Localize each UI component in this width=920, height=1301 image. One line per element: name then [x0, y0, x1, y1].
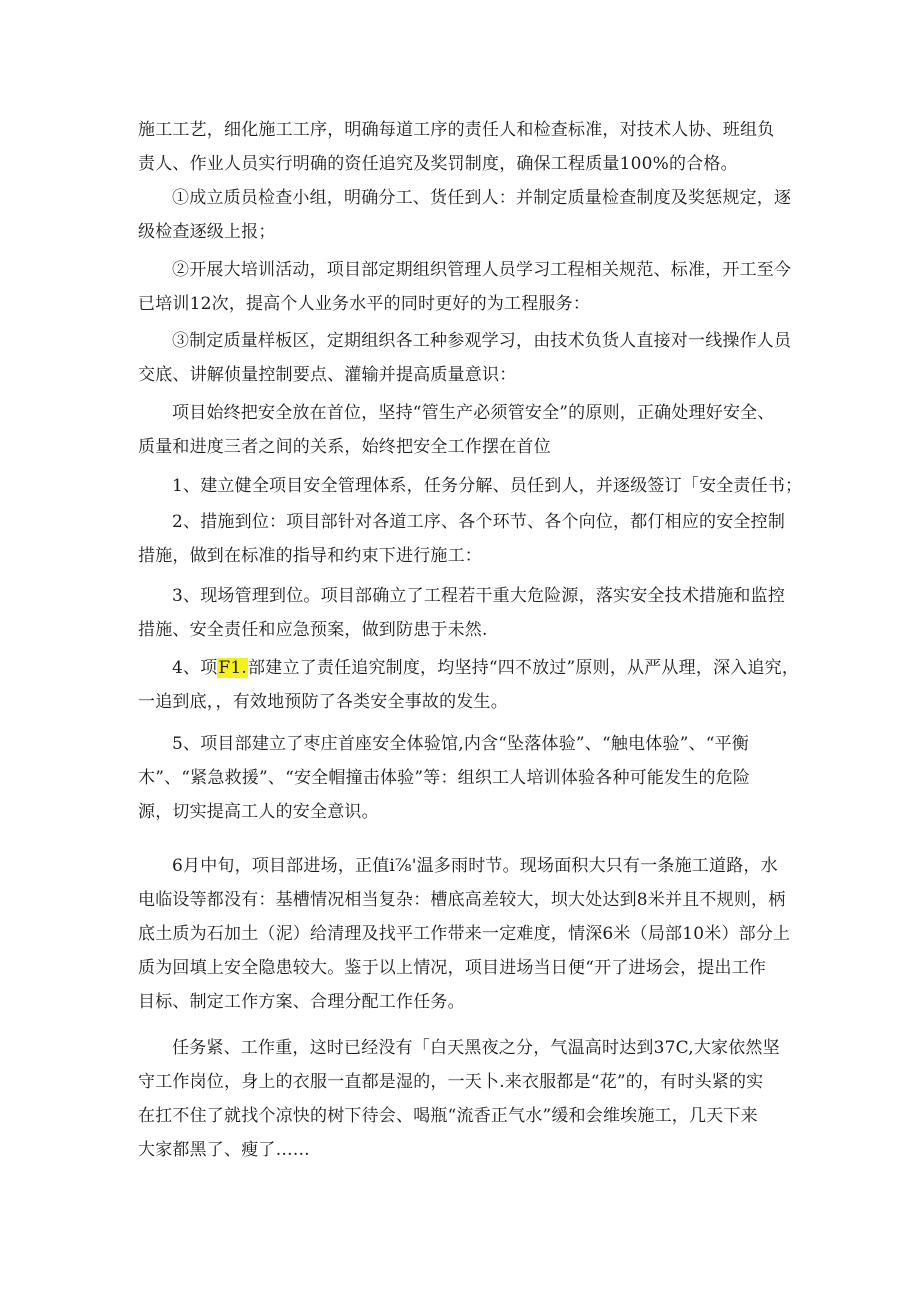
highlighted-text: F1. [218, 658, 248, 678]
paragraph-item-3-sample-area [138, 324, 798, 392]
text-line: 已培训12次，提高个人业务水平的同时更好的为工程服务： [138, 294, 591, 314]
text-line: 源，切实提高工人的安全意识。 [138, 802, 379, 822]
text-line: 守工作岗位，身上的衣服一直都是湿的，一天卜.来衣服都是“花”的，有时头紧的实 [138, 1072, 764, 1092]
text-line: 木”、“紧急救援”、“安全帽撞击体验”等：组织工人培训体验各种可能发生的危险 [138, 768, 751, 788]
paragraph-item-2-training [138, 253, 798, 321]
text-line: 级检查逐级上报； [138, 222, 276, 242]
text-line: ③制定质量样板区，定期组织各工种参观学习，由技术负货人直接对一线操作人员 [172, 331, 792, 351]
text-fragment: 部建立了责任追究制度，均坚持“四不放过”原则，从严从理，深入追究， [248, 658, 800, 678]
text-line: 项目始终把安全放在首位，坚持“管生产必须管安全”的原则，正确处理好安全、 [172, 403, 775, 423]
paragraph-safety-first [138, 396, 798, 464]
text-line: 底土质为石加土（泥）给清理及找平工作带来一定难度，情深6米（局部10米）部分上 [138, 924, 791, 944]
paragraph-safety-item-5 [138, 727, 798, 829]
text-line: 目标、制定工作方案、合理分配工作任务。 [138, 992, 465, 1012]
text-line: ②开展大培训活动，项目部定期组织管理人员学习工程相关规范、标准，开工至今 [172, 260, 792, 280]
text-line: 任务紧、工作重，这时已经没有「白天黑夜之分，气温高时达到37C,大家依然坚 [172, 1038, 780, 1058]
paragraph-safety-item-3 [138, 579, 798, 647]
text-line: 5、项目部建立了枣庄首座安全体验馆,内含“坠落体验”、“触电体验”、“平衡 [172, 734, 750, 754]
text-line: 大家都黑了、瘦了…… [138, 1140, 310, 1160]
text-line: 责人、作业人员实行明确的资任追究及奖罚制度，确保工程质量100%的合格。 [138, 154, 738, 174]
text-line: 2、措施到位：项目部针对各道工序、各个环节、各个向位，都仃相应的安全控制 [172, 512, 786, 532]
text-line: 施工工艺，细化施工工序，明确每道工序的责任人和检查标准，对技术人协、班组负 [138, 120, 775, 140]
text-line: 6月中旬，项目部进场，正值i⅞'温多雨时节。现场面积大只有一条施工道路，水 [172, 856, 778, 876]
text-fragment: 4、项 [172, 658, 218, 678]
text-line: 电临设等都没有：基槽情况相当复杂：槽底高差较大，坝大处达到8米并且不规则，柄 [138, 890, 786, 910]
paragraph-item-1-quality-team [138, 181, 798, 249]
paragraph-safety-item-4 [138, 651, 798, 719]
text-line: 1、建立健全项目安全管理体系，任务分解、员任到人，并逐级签订「安全责任书； [172, 476, 803, 496]
text-line: ①成立质员检查小组，明确分工、货任到人：并制定质量检查制度及奖惩规定，逐 [172, 188, 792, 208]
text-line: 3、现场管理到位。项目部确立了工程若干重大危险源，落实安全技术措施和监控 [172, 586, 786, 606]
text-line [138, 651, 798, 685]
paragraph-site-entry [138, 849, 798, 1019]
text-line: 质量和进度三者之间的关系，始终把安全工作摆在首位 [138, 437, 551, 457]
text-line: 一追到底，，有效地预防了各类安全事故的发生。 [138, 692, 508, 712]
paragraph-quality-process [138, 113, 798, 181]
text-line: 在扛不住了就找个凉快的树下待会、喝瓶“流香正气水”缓和会维埃施工，几天下来 [138, 1106, 758, 1126]
paragraph-safety-item-2 [138, 505, 798, 573]
text-line: 质为回填上安全隐患较大。鉴于以上情况，项目进场当日便“开了进场会，提出工作 [138, 958, 767, 978]
text-line: 措施，做到在标准的指导和约束下进行施工： [138, 546, 482, 566]
paragraph-safety-item-1 [138, 469, 803, 503]
paragraph-hard-work [138, 1031, 798, 1167]
text-line: 交底、讲解侦量控制要点、灌输并提高质量意识： [138, 365, 517, 385]
text-line: 措施、安全责任和应急预案，做到防患于未然. [138, 620, 488, 640]
